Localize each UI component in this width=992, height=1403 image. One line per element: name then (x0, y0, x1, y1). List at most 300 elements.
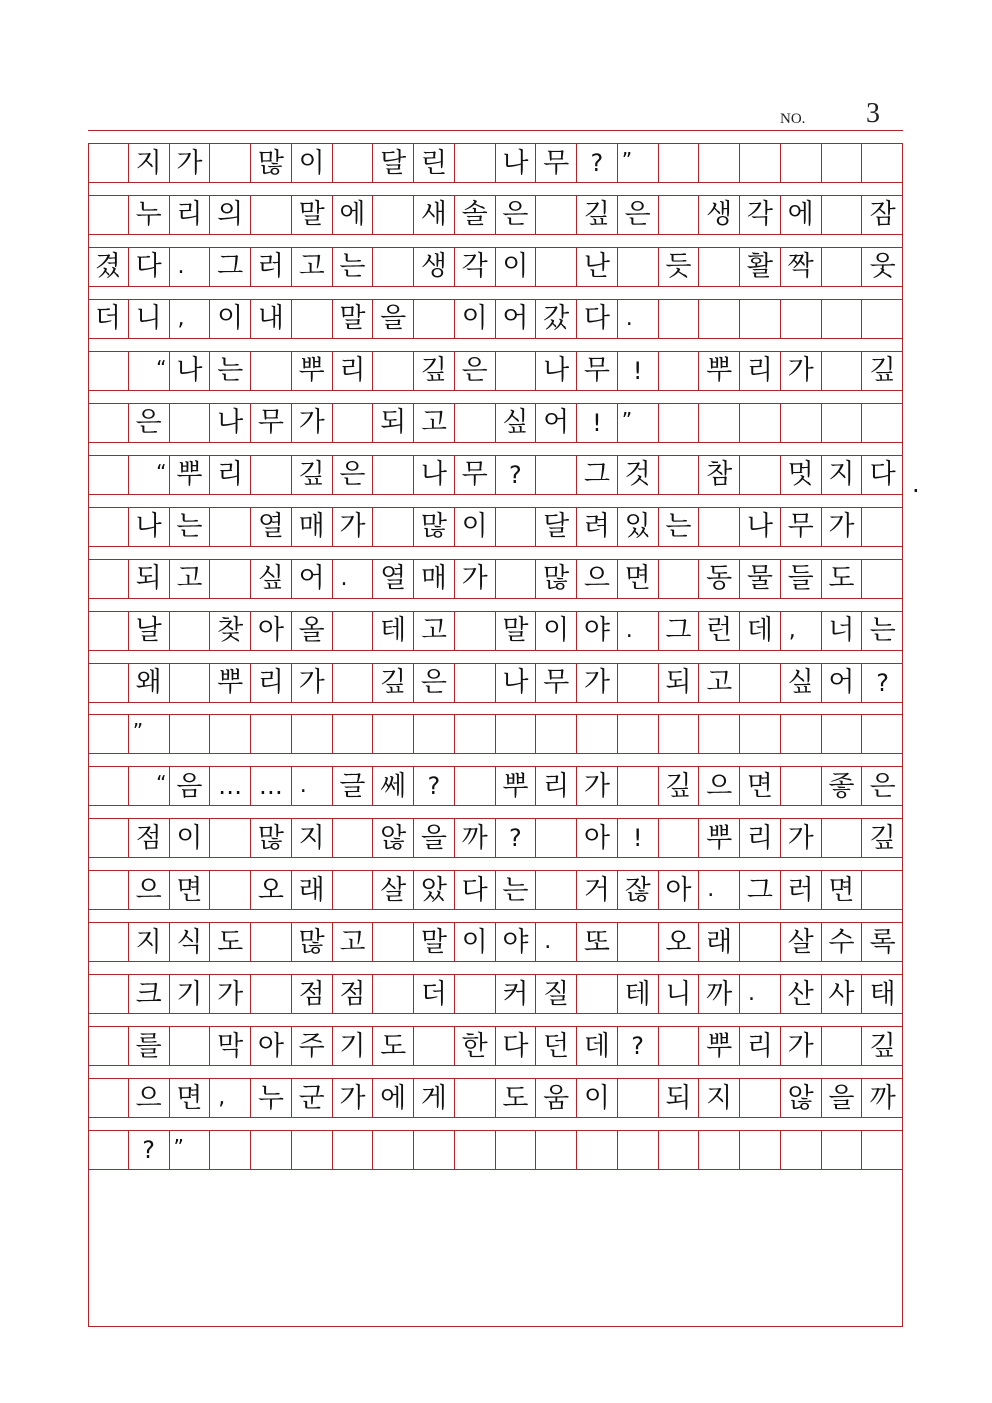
manuscript-cell (88, 352, 129, 390)
manuscript-cell: 테 (618, 975, 659, 1013)
manuscript-cell: 는 (496, 871, 537, 909)
manuscript-cell: 찾 (210, 612, 251, 650)
manuscript-cell: 태 (869, 978, 896, 1010)
manuscript-cell: 록 (869, 926, 896, 958)
manuscript-cell: 를 (129, 1027, 170, 1065)
manuscript-cell (88, 508, 129, 546)
manuscript-cell: 무 (251, 404, 292, 442)
manuscript-cell: 왜 (129, 664, 170, 702)
manuscript-cell: 않 (781, 1079, 822, 1117)
manuscript-cell: 달 (373, 144, 414, 182)
manuscript-cell: 이 (455, 923, 496, 961)
manuscript-cell: 가 (333, 508, 374, 546)
manuscript-cell (373, 352, 414, 390)
manuscript-cell: 깊 (292, 456, 333, 494)
manuscript-cell (862, 560, 903, 598)
manuscript-cell (88, 404, 129, 442)
manuscript-cell: “ (129, 456, 170, 494)
manuscript-row (88, 559, 903, 599)
manuscript-cell: 이 (577, 1079, 618, 1117)
manuscript-cell: 으 (577, 560, 618, 598)
manuscript-cell: 많 (414, 508, 455, 546)
manuscript-cell (496, 1131, 537, 1169)
manuscript-cell (88, 456, 129, 494)
manuscript-cell: 어 (822, 664, 863, 702)
manuscript-cell: 각 (740, 196, 781, 234)
manuscript-cell: , (210, 1079, 251, 1117)
manuscript-cell: 도 (496, 1079, 537, 1117)
manuscript-cell (740, 1131, 781, 1169)
manuscript-cell (740, 1079, 781, 1117)
manuscript-cell (455, 767, 496, 805)
manuscript-cell (822, 404, 863, 442)
manuscript-cell: 뿌 (170, 456, 211, 494)
manuscript-cell: ” (129, 715, 170, 753)
manuscript-cell: 새 (414, 196, 455, 234)
manuscript-cell: 도 (373, 1027, 414, 1065)
manuscript-cell (577, 975, 618, 1013)
manuscript-cell: 짝 (781, 248, 822, 286)
manuscript-row (88, 1130, 903, 1170)
manuscript-cell: 한 (455, 1027, 496, 1065)
overflow-period: . (912, 470, 920, 498)
manuscript-cell: 은 (455, 352, 496, 390)
manuscript-cell: 데 (577, 1027, 618, 1065)
manuscript-cell: 다 (869, 459, 896, 491)
manuscript-row (88, 1026, 903, 1066)
manuscript-cell: 누 (129, 196, 170, 234)
manuscript-cell: 고 (699, 664, 740, 702)
manuscript-cell (210, 144, 251, 182)
manuscript-cell (536, 819, 577, 857)
manuscript-cell: 가 (781, 1027, 822, 1065)
manuscript-cell (659, 456, 700, 494)
manuscript-cell: 테 (373, 612, 414, 650)
manuscript-row (88, 299, 903, 339)
manuscript-cell: 겼 (88, 248, 129, 286)
manuscript-cell (822, 715, 863, 753)
manuscript-cell: 가 (455, 560, 496, 598)
manuscript-cell: 살 (373, 871, 414, 909)
manuscript-cell (781, 767, 822, 805)
manuscript-cell: 올 (292, 612, 333, 650)
manuscript-cell: 야 (577, 612, 618, 650)
manuscript-cell (88, 975, 129, 1013)
manuscript-cell: 으 (129, 871, 170, 909)
manuscript-cell: 리 (251, 664, 292, 702)
manuscript-cell: 날 (129, 612, 170, 650)
manuscript-cell: 가 (577, 664, 618, 702)
manuscript-cell: 무 (455, 456, 496, 494)
manuscript-cell: 웃 (869, 251, 896, 283)
manuscript-cell (659, 819, 700, 857)
manuscript-cell (210, 871, 251, 909)
manuscript-cell: 가 (210, 975, 251, 1013)
manuscript-cell: 말 (292, 196, 333, 234)
manuscript-cell: 점 (129, 819, 170, 857)
manuscript-cell (577, 1131, 618, 1169)
manuscript-cell: 나 (740, 508, 781, 546)
manuscript-cell: 다 (496, 1027, 537, 1065)
manuscript-cell (455, 715, 496, 753)
manuscript-cell: ? (496, 456, 537, 494)
manuscript-cell: 참 (699, 456, 740, 494)
manuscript-cell: 잖 (618, 871, 659, 909)
manuscript-cell (333, 664, 374, 702)
manuscript-row (88, 403, 903, 443)
manuscript-cell (822, 1027, 863, 1065)
manuscript-cell: 뿌 (699, 819, 740, 857)
manuscript-cell (577, 715, 618, 753)
manuscript-cell (822, 248, 863, 286)
manuscript-cell: 리 (740, 352, 781, 390)
manuscript-cell: 으 (129, 1079, 170, 1117)
manuscript-cell: 싶 (496, 404, 537, 442)
manuscript-cell: 이 (292, 144, 333, 182)
manuscript-cell: 열 (373, 560, 414, 598)
manuscript-cell: 지 (699, 1079, 740, 1117)
manuscript-cell (496, 560, 537, 598)
manuscript-cell (373, 248, 414, 286)
manuscript-cell: 말 (414, 923, 455, 961)
manuscript-cell (740, 300, 781, 338)
manuscript-cell (536, 456, 577, 494)
manuscript-cell: 이 (496, 248, 537, 286)
manuscript-cell (822, 144, 863, 182)
manuscript-cell: 나 (210, 404, 251, 442)
manuscript-cell (862, 508, 903, 546)
manuscript-cell (170, 1027, 211, 1065)
manuscript-cell: “ (129, 352, 170, 390)
manuscript-row (88, 663, 903, 703)
manuscript-cell: 은 (333, 456, 374, 494)
manuscript-cell (88, 664, 129, 702)
manuscript-cell: , (170, 300, 211, 338)
manuscript-cell: 러 (251, 248, 292, 286)
manuscript-cell: 런 (699, 612, 740, 650)
manuscript-cell: 는 (659, 508, 700, 546)
manuscript-cell: 가 (822, 508, 863, 546)
manuscript-cell: 면 (170, 871, 211, 909)
manuscript-cell: 리 (740, 1027, 781, 1065)
manuscript-cell (414, 300, 455, 338)
manuscript-cell: 매 (414, 560, 455, 598)
manuscript-cell: 깊 (577, 196, 618, 234)
manuscript-cell (170, 664, 211, 702)
manuscript-cell (88, 923, 129, 961)
manuscript-cell: 아 (577, 819, 618, 857)
manuscript-row (88, 922, 903, 962)
manuscript-row (88, 974, 903, 1014)
manuscript-cell: 점 (292, 975, 333, 1013)
manuscript-cell: 고 (414, 612, 455, 650)
manuscript-cell: 까 (699, 975, 740, 1013)
header-rule (88, 130, 903, 131)
manuscript-cell (618, 767, 659, 805)
manuscript-cell (414, 1131, 455, 1169)
manuscript-cell: 그 (577, 456, 618, 494)
manuscript-cell: 은 (618, 196, 659, 234)
manuscript-cell: 다 (577, 300, 618, 338)
manuscript-cell (496, 352, 537, 390)
manuscript-cell: 나 (414, 456, 455, 494)
manuscript-cell (618, 664, 659, 702)
manuscript-cell (210, 1131, 251, 1169)
manuscript-cell (210, 508, 251, 546)
manuscript-cell: 면 (170, 1079, 211, 1117)
manuscript-cell (862, 144, 903, 182)
manuscript-cell (88, 715, 129, 753)
manuscript-cell: 나 (496, 144, 537, 182)
manuscript-row (88, 714, 903, 754)
manuscript-cell: “ (129, 767, 170, 805)
manuscript-cell: 난 (577, 248, 618, 286)
manuscript-cell: 려 (577, 508, 618, 546)
manuscript-cell (740, 404, 781, 442)
manuscript-cell (659, 144, 700, 182)
manuscript-cell: ? (876, 668, 889, 697)
manuscript-cell: 질 (536, 975, 577, 1013)
manuscript-cell: 가 (292, 664, 333, 702)
manuscript-cell (699, 300, 740, 338)
manuscript-cell (88, 560, 129, 598)
manuscript-cell: ” (170, 1131, 211, 1169)
manuscript-cell: 뿌 (699, 352, 740, 390)
manuscript-cell (455, 975, 496, 1013)
manuscript-cell (455, 1079, 496, 1117)
manuscript-cell: 달 (536, 508, 577, 546)
manuscript-cell (699, 404, 740, 442)
manuscript-cell: 래 (292, 871, 333, 909)
manuscript-cell: 수 (822, 923, 863, 961)
manuscript-cell (170, 612, 211, 650)
manuscript-cell: 지 (292, 819, 333, 857)
manuscript-cell (740, 144, 781, 182)
manuscript-cell (781, 715, 822, 753)
manuscript-cell: ? (496, 819, 537, 857)
manuscript-cell (88, 1027, 129, 1065)
manuscript-cell: 누 (251, 1079, 292, 1117)
manuscript-cell: 리 (740, 819, 781, 857)
manuscript-cell: 군 (292, 1079, 333, 1117)
manuscript-cell: ! (577, 404, 618, 442)
manuscript-cell: 무 (536, 144, 577, 182)
manuscript-cell: 생 (414, 248, 455, 286)
manuscript-cell: 의 (210, 196, 251, 234)
manuscript-cell (699, 144, 740, 182)
manuscript-cell (455, 612, 496, 650)
manuscript-cell (88, 871, 129, 909)
manuscript-cell: 지 (129, 923, 170, 961)
manuscript-cell: 활 (740, 248, 781, 286)
manuscript-cell: 싶 (251, 560, 292, 598)
manuscript-cell: 나 (496, 664, 537, 702)
manuscript-cell (292, 715, 333, 753)
manuscript-cell (88, 767, 129, 805)
manuscript-cell: 은 (129, 404, 170, 442)
manuscript-cell: 더 (88, 300, 129, 338)
manuscript-row (88, 507, 903, 547)
manuscript-cell (862, 871, 903, 909)
manuscript-cell: 오 (659, 923, 700, 961)
manuscript-cell (659, 1131, 700, 1169)
manuscript-cell: 기 (333, 1027, 374, 1065)
manuscript-cell: ! (618, 819, 659, 857)
manuscript-cell: 까 (455, 819, 496, 857)
manuscript-cell: 고 (333, 923, 374, 961)
manuscript-cell: , (781, 612, 822, 650)
manuscript-cell (862, 404, 903, 442)
manuscript-cell: 러 (781, 871, 822, 909)
manuscript-cell (740, 664, 781, 702)
manuscript-cell (88, 612, 129, 650)
manuscript-cell (455, 404, 496, 442)
manuscript-cell (455, 664, 496, 702)
manuscript-cell (88, 1079, 129, 1117)
manuscript-cell: 이 (455, 508, 496, 546)
manuscript-cell: ? (577, 144, 618, 182)
page-number: 3 (866, 98, 880, 129)
manuscript-cell (862, 1131, 903, 1169)
manuscript-cell: 면 (822, 871, 863, 909)
manuscript-cell: 던 (536, 1027, 577, 1065)
manuscript-cell: . (618, 300, 659, 338)
manuscript-cell: 많 (292, 923, 333, 961)
manuscript-cell: 어 (496, 300, 537, 338)
manuscript-cell: 많 (251, 819, 292, 857)
manuscript-cell (536, 1131, 577, 1169)
manuscript-cell: 그 (659, 612, 700, 650)
manuscript-cell (88, 196, 129, 234)
manuscript-cell (618, 1131, 659, 1169)
manuscript-cell: 리 (536, 767, 577, 805)
manuscript-cell: 면 (618, 560, 659, 598)
manuscript-cell (659, 715, 700, 753)
manuscript-cell: 을 (414, 819, 455, 857)
manuscript-cell: 말 (333, 300, 374, 338)
manuscript-cell: 았 (414, 871, 455, 909)
manuscript-cell (822, 1131, 863, 1169)
manuscript-cell (333, 715, 374, 753)
manuscript-cell (373, 975, 414, 1013)
manuscript-cell: 가 (292, 404, 333, 442)
manuscript-cell (251, 1131, 292, 1169)
manuscript-cell: 무 (536, 664, 577, 702)
manuscript-cell: . (740, 975, 781, 1013)
manuscript-cell: 많 (536, 560, 577, 598)
manuscript-cell (88, 144, 129, 182)
manuscript-cell: 어 (536, 404, 577, 442)
manuscript-cell (536, 871, 577, 909)
manuscript-cell: 에 (333, 196, 374, 234)
manuscript-cell: 듯 (659, 248, 700, 286)
manuscript-cell: 좋 (822, 767, 863, 805)
manuscript-cell (659, 404, 700, 442)
manuscript-cell: 는 (869, 615, 896, 647)
manuscript-cell: 되 (659, 664, 700, 702)
manuscript-cell: 뿌 (496, 767, 537, 805)
manuscript-cell: 래 (699, 923, 740, 961)
manuscript-cell: 매 (292, 508, 333, 546)
manuscript-cell: 이 (170, 819, 211, 857)
manuscript-cell: 아 (251, 1027, 292, 1065)
manuscript-cell: 너 (822, 612, 863, 650)
manuscript-cell: 뿌 (292, 352, 333, 390)
manuscript-cell (659, 560, 700, 598)
manuscript-cell (496, 508, 537, 546)
manuscript-row (88, 455, 903, 495)
manuscript-cell (414, 715, 455, 753)
manuscript-cell: 가 (170, 144, 211, 182)
manuscript-cell: 까 (869, 1082, 896, 1114)
manuscript-cell: 리 (333, 352, 374, 390)
manuscript-cell (373, 196, 414, 234)
manuscript-cell: 크 (129, 975, 170, 1013)
manuscript-cell: 또 (577, 923, 618, 961)
manuscript-cell: 을 (373, 300, 414, 338)
manuscript-cell: 오 (251, 871, 292, 909)
manuscript-cell: 도 (822, 560, 863, 598)
manuscript-cell: 야 (496, 923, 537, 961)
manuscript-row (88, 870, 903, 910)
manuscript-cell: ? (414, 767, 455, 805)
manuscript-cell: 멋 (781, 456, 822, 494)
manuscript-cell: 많 (251, 144, 292, 182)
manuscript-cell: 깊 (659, 767, 700, 805)
manuscript-cell: 리 (170, 196, 211, 234)
manuscript-cell: 더 (414, 975, 455, 1013)
manuscript-cell (455, 1131, 496, 1169)
manuscript-cell: 되 (659, 1079, 700, 1117)
manuscript-cell: 산 (781, 975, 822, 1013)
manuscript-cell: 그 (210, 248, 251, 286)
manuscript-cell: 사 (822, 975, 863, 1013)
manuscript-cell: 커 (496, 975, 537, 1013)
manuscript-cell: 되 (129, 560, 170, 598)
manuscript-cell: 면 (740, 767, 781, 805)
manuscript-cell (88, 1131, 129, 1169)
manuscript-cell: 동 (699, 560, 740, 598)
manuscript-cell: 음 (170, 767, 211, 805)
manuscript-cell (373, 1131, 414, 1169)
manuscript-cell: 식 (170, 923, 211, 961)
manuscript-cell (373, 456, 414, 494)
manuscript-cell (373, 923, 414, 961)
manuscript-cell (536, 715, 577, 753)
manuscript-cell (333, 612, 374, 650)
manuscript-cell: 으 (699, 767, 740, 805)
manuscript-cell: 가 (577, 767, 618, 805)
manuscript-cell: 어 (292, 560, 333, 598)
manuscript-cell (536, 196, 577, 234)
manuscript-cell: ? (618, 1027, 659, 1065)
page-number-label: NO. (780, 111, 806, 127)
manuscript-cell: 고 (170, 560, 211, 598)
manuscript-cell: 깊 (414, 352, 455, 390)
manuscript-cell: 움 (536, 1079, 577, 1117)
manuscript-cell (740, 456, 781, 494)
manuscript-cell (251, 923, 292, 961)
manuscript-cell: 은 (496, 196, 537, 234)
manuscript-cell (455, 144, 496, 182)
manuscript-cell (333, 144, 374, 182)
manuscript-cell: 뿌 (210, 664, 251, 702)
manuscript-cell (699, 1131, 740, 1169)
manuscript-cell: 솔 (455, 196, 496, 234)
manuscript-cell: 는 (170, 508, 211, 546)
manuscript-cell: 도 (210, 923, 251, 961)
manuscript-cell: . (699, 871, 740, 909)
